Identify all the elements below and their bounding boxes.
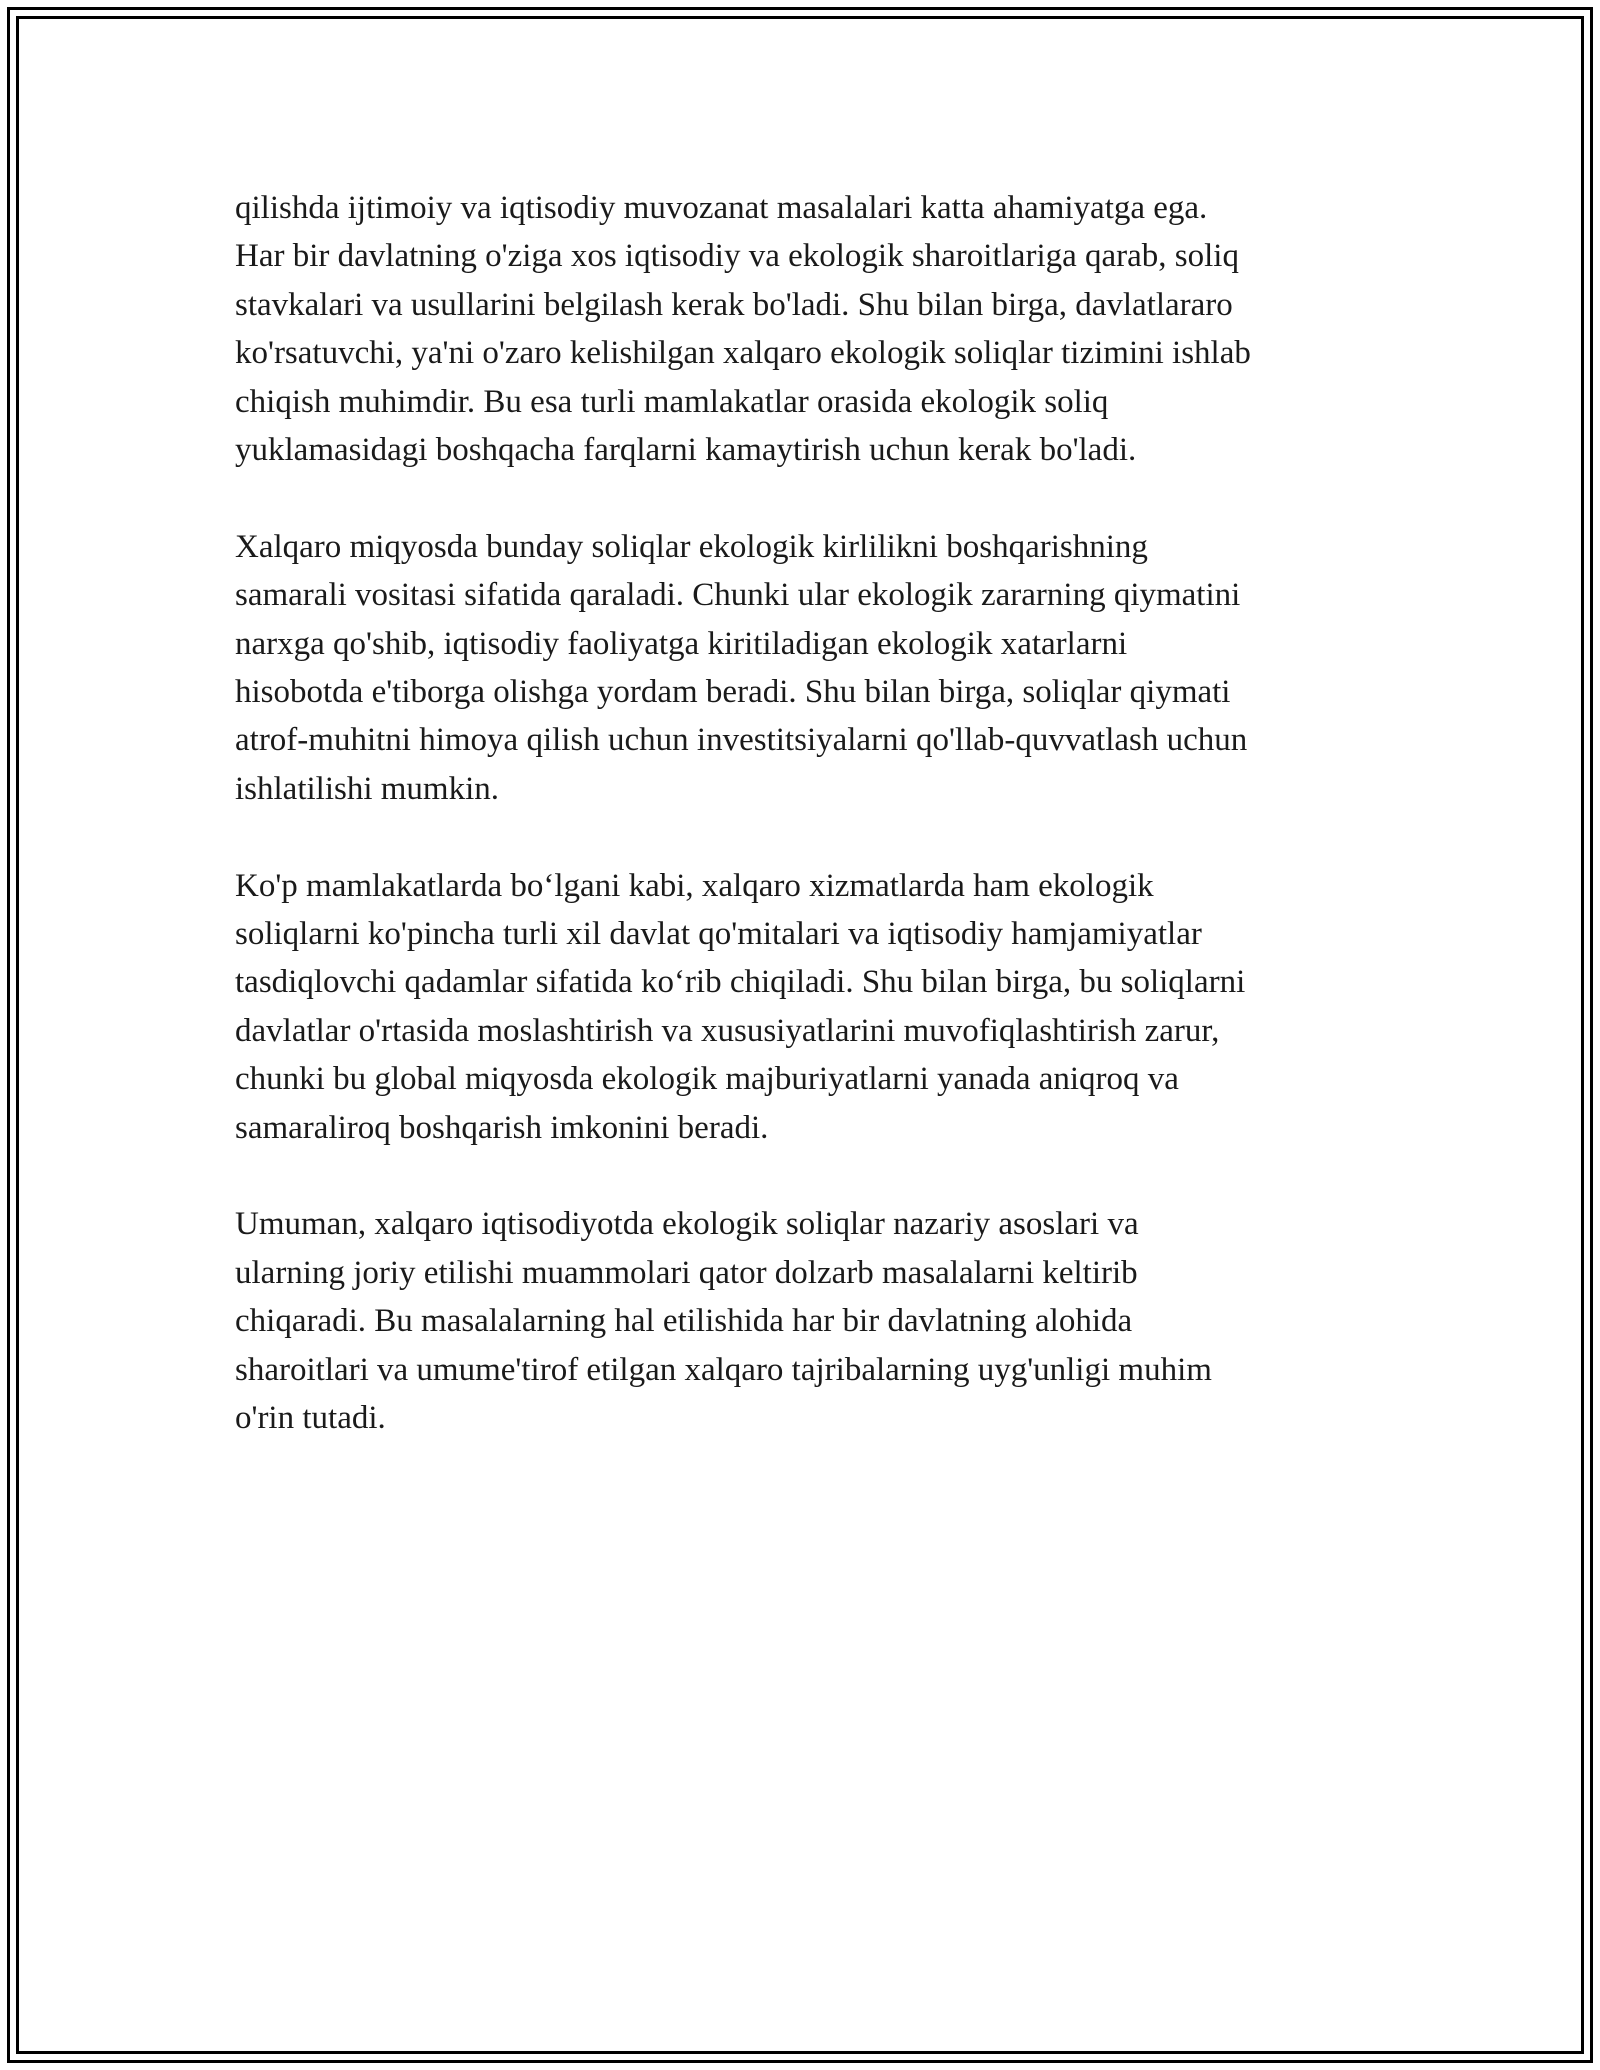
paragraph-1: qilishda ijtimoiy va iqtisodiy muvozanat masalalari katta ahamiyatga ega. Har bir davlatning o'ziga xos iqtisodiy va ekologik sharoitlariga qarab, soliq stavkalari va usullarini belgilash kerak bo'ladi. Shu bilan birga, davlatlararo ko'rsatuvchi, ya'ni o'zaro kelishilgan xalqaro ekologik soliqlar tizimini ishlab chiqish muhimdir. Bu esa turli mamlakatlar orasida ekologik soliq yuklamasidagi boshqacha farqlarni kamaytirish uchun kerak bo'ladi. [235,190,1251,469]
paragraph-2: Xalqaro miqyosda bunday soliqlar ekologik kirlilikni boshqarishning samarali vositasi sifatida qaraladi. Chunki ular ekologik zararning qiymatini narxga qo'shib, iqtisodiy faoliyatga kiritiladigan ekologik xatarlarni hisobotda e'tiborga olishga yordam beradi. Shu bilan birga, soliqlar qiymati atrof-muhitni himoya qilish uchun investitsiyalarni qo'llab-quvvatlash uchun ishlatilishi mumkin. [235,528,1248,807]
paragraph-4: Umuman, xalqaro iqtisodiyotda ekologik soliqlar nazariy asoslari va ularning joriy etilishi muammolari qator dolzarb masalalarni keltirib chiqaradi. Bu masalalarning hal etilishida har bir davlatning alohida sharoitlari va umume'tirof etilgan xalqaro tajribalarning uyg'unligi muhim o'rin tutadi. [235,1206,1212,1437]
paragraph-3: Ko'p mamlakatlarda bo‘lgani kabi, xalqaro xizmatlarda ham ekologik soliqlarni ko'pincha turli xil davlat qo'mitalari va iqtisodiy hamjamiyatlar tasdiqlovchi qadamlar sifatida ko‘rib chiqiladi. Shu bilan birga, bu soliqlarni davlatlar o'rtasida moslashtirish va xususiyatlarini muvofiqlashtirish zarur, chunki bu global miqyosda ekologik majburiyatlarni yanada aniqroq va samaraliroq boshqarish imkonini beradi. [235,867,1246,1146]
document-body [235,184,1375,1491]
